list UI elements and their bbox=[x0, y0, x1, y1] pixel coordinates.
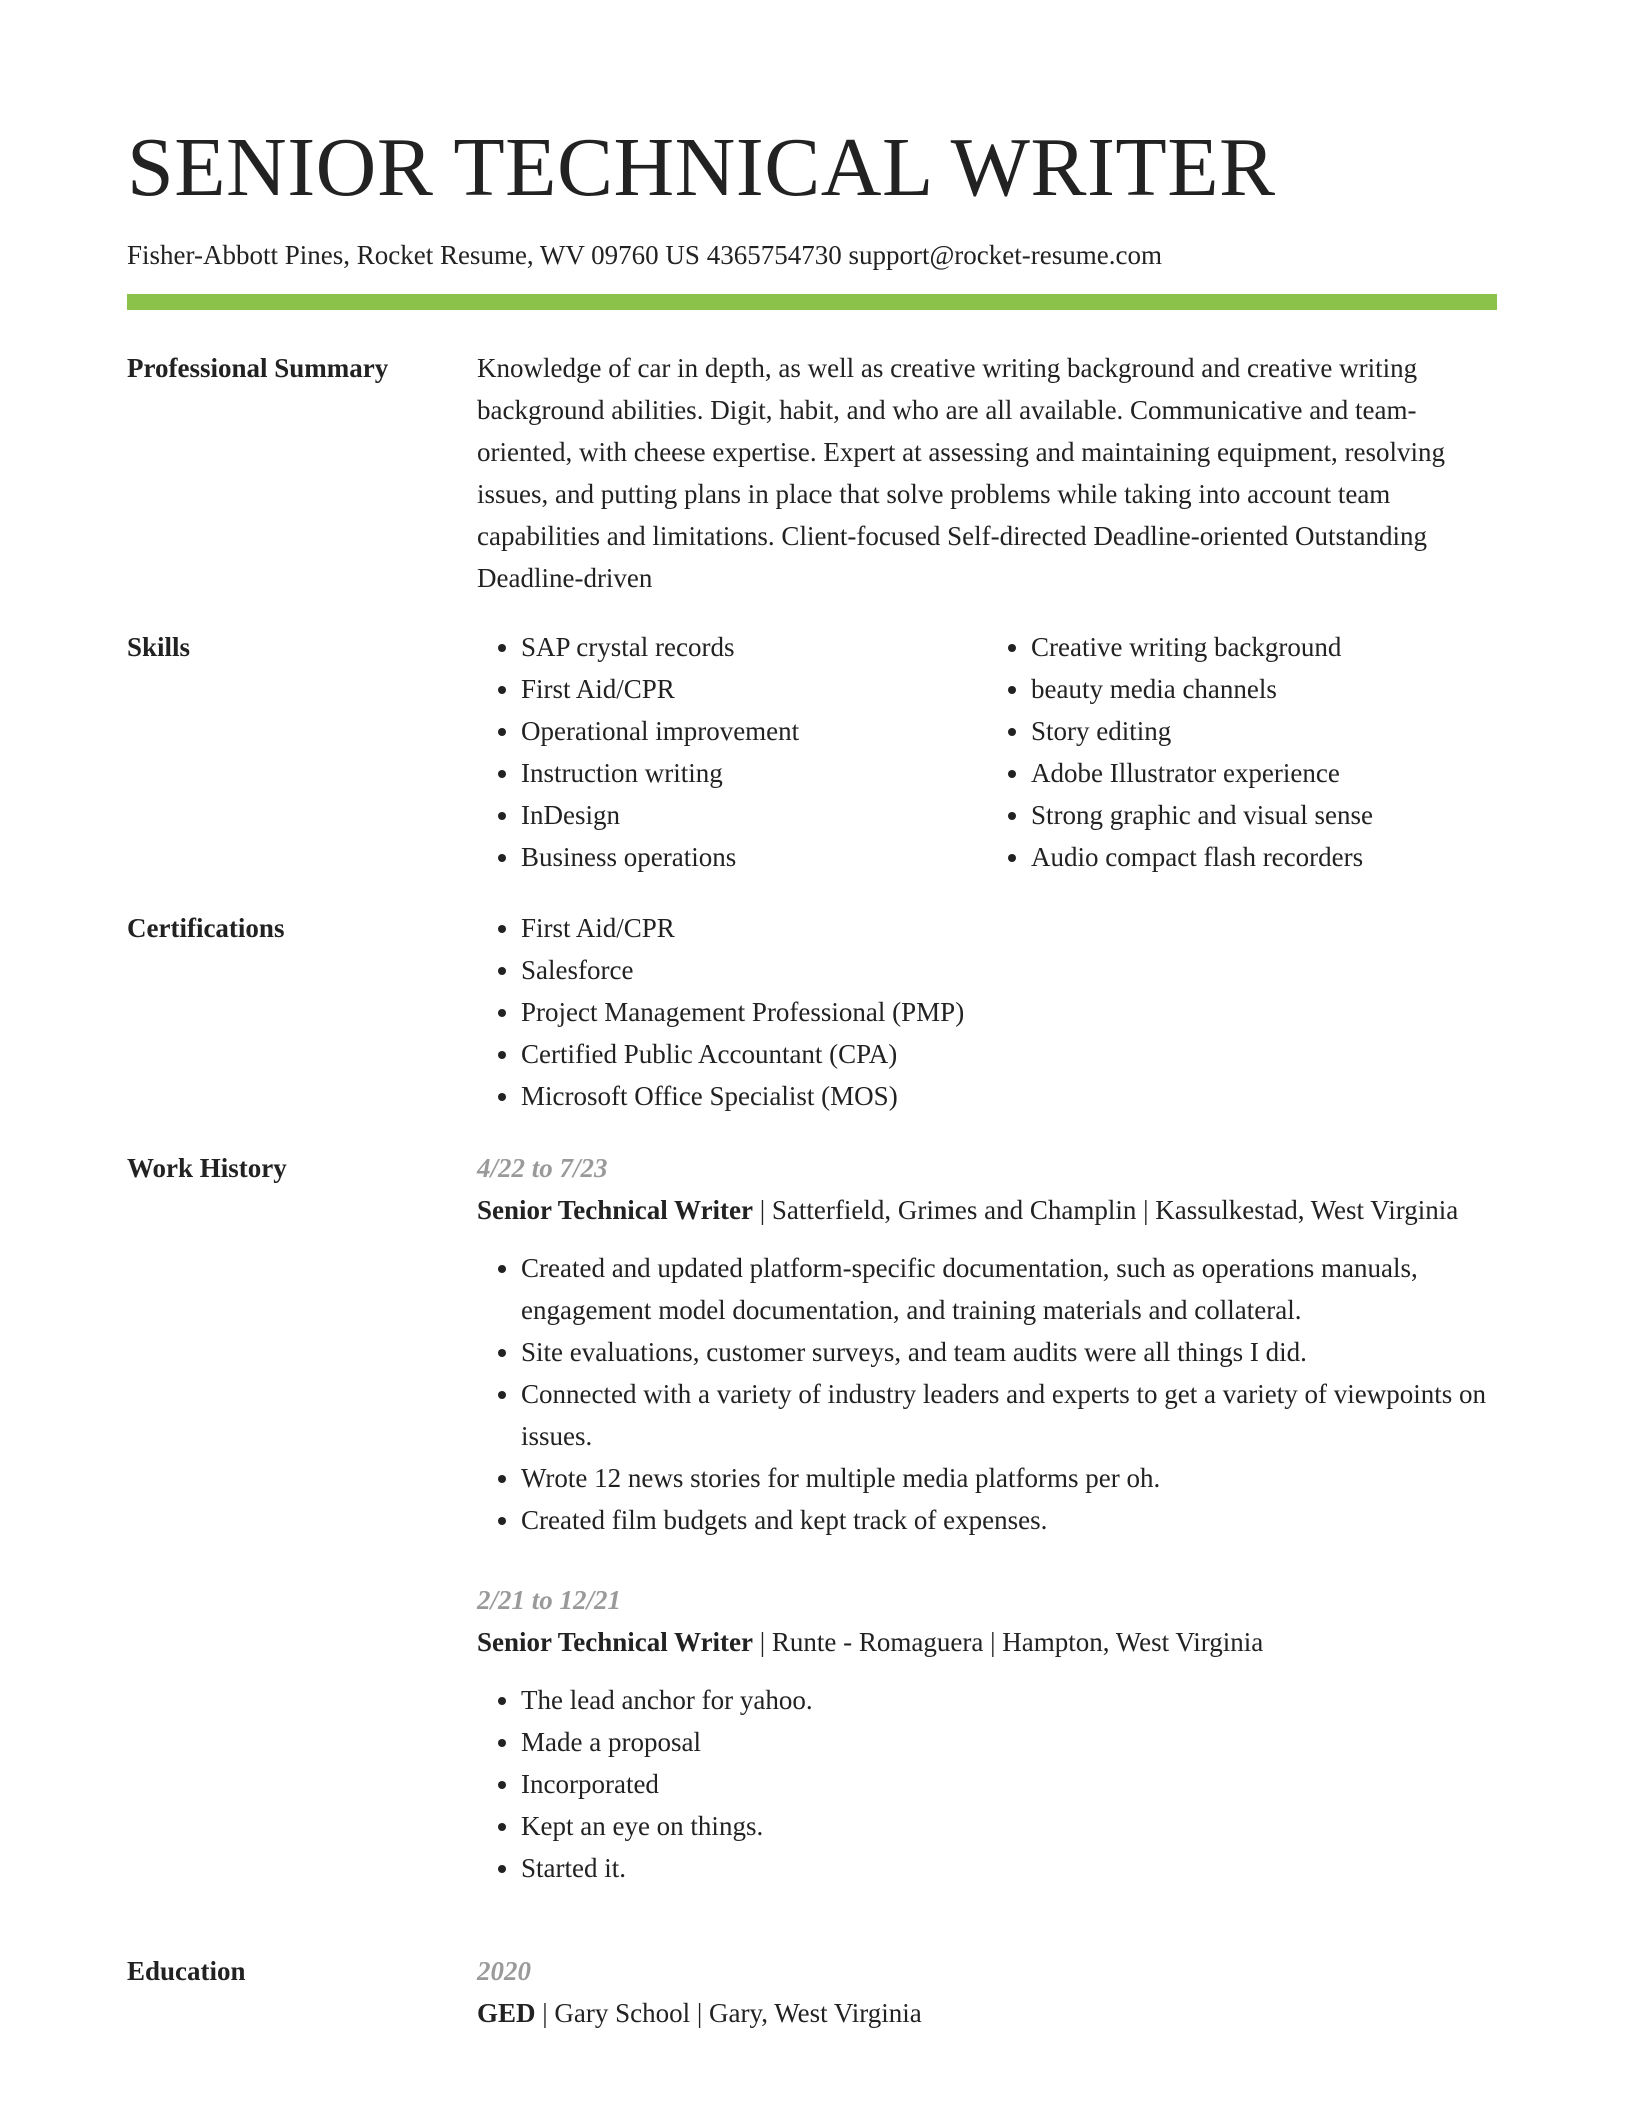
job-dates: 4/22 to 7/23 bbox=[477, 1153, 608, 1183]
summary-text: Knowledge of car in depth, as well as creative writing background and creative writing background abilities. Digit, habit, and who are all available. Communicative and team-oriented, with cheese expertise. Expert at assessing and maintaining equipment, resolving issues, and putting plans in place that solve problems while taking into account team capabilities and limitations. Client-focused Self-directed Deadline-oriented Outstanding Deadline-driven bbox=[477, 353, 1445, 593]
skill-item: • InDesign bbox=[521, 794, 987, 836]
education-label: Education bbox=[127, 1956, 246, 1986]
contact-line: Fisher-Abbott Pines, Rocket Resume, WV 09760 US 4365754730 support@rocket-resume.com bbox=[127, 240, 1162, 270]
certifications-list bbox=[477, 907, 1497, 1117]
job-role-line bbox=[477, 1621, 1497, 1663]
certification-item: • Certified Public Accountant (CPA) bbox=[521, 1033, 1497, 1075]
skills-list-col2 bbox=[987, 626, 1497, 878]
job-entry bbox=[477, 1579, 1497, 1889]
skill-item: • SAP crystal records bbox=[521, 626, 987, 668]
education-details: | Gary School | Gary, West Virginia bbox=[535, 1998, 922, 2028]
summary-label: Professional Summary bbox=[127, 353, 389, 383]
job-bullets bbox=[477, 1679, 1497, 1889]
job-bullet: • Made a proposal bbox=[521, 1721, 1497, 1763]
job-bullet: • Site evaluations, customer surveys, and team audits were all things I did. bbox=[521, 1331, 1497, 1373]
skill-item: • Instruction writing bbox=[521, 752, 987, 794]
education-body bbox=[477, 1950, 1497, 2034]
job-entry bbox=[477, 1147, 1497, 1541]
job-bullet: • The lead anchor for yahoo. bbox=[521, 1679, 1497, 1721]
job-bullet: • Incorporated bbox=[521, 1763, 1497, 1805]
job-details: | Runte - Romaguera | Hampton, West Virginia bbox=[753, 1627, 1264, 1657]
skill-item: • Story editing bbox=[1031, 710, 1497, 752]
resume-title: SENIOR TECHNICAL WRITER bbox=[127, 121, 1276, 214]
skill-item: • Operational improvement bbox=[521, 710, 987, 752]
certifications-label: Certifications bbox=[127, 913, 285, 943]
job-bullet: • Started it. bbox=[521, 1847, 1497, 1889]
job-bullet: • Kept an eye on things. bbox=[521, 1805, 1497, 1847]
skills-columns bbox=[477, 626, 1497, 878]
education-line bbox=[477, 1992, 1497, 2034]
job-details: | Satterfield, Grimes and Champlin | Kassulkestad, West Virginia bbox=[753, 1195, 1459, 1225]
education-year: 2020 bbox=[477, 1956, 531, 1986]
skills-list-col1 bbox=[477, 626, 987, 878]
certification-item: • Project Management Professional (PMP) bbox=[521, 991, 1497, 1033]
work-history-body bbox=[477, 1147, 1497, 1889]
skill-item: • Business operations bbox=[521, 836, 987, 878]
education-degree: GED bbox=[477, 1998, 536, 2028]
job-bullet: • Created film budgets and kept track of expenses. bbox=[521, 1499, 1497, 1541]
skill-item: • Audio compact flash recorders bbox=[1031, 836, 1497, 878]
job-bullets bbox=[477, 1247, 1497, 1541]
skills-label: Skills bbox=[127, 632, 191, 662]
job-title: Senior Technical Writer bbox=[477, 1195, 754, 1225]
certification-item: • First Aid/CPR bbox=[521, 907, 1497, 949]
skill-item: • beauty media channels bbox=[1031, 668, 1497, 710]
certification-item: • Salesforce bbox=[521, 949, 1497, 991]
job-role-line bbox=[477, 1189, 1497, 1231]
job-dates: 2/21 to 12/21 bbox=[477, 1585, 622, 1615]
skill-item: • Strong graphic and visual sense bbox=[1031, 794, 1497, 836]
job-bullet: • Wrote 12 news stories for multiple media platforms per oh. bbox=[521, 1457, 1497, 1499]
job-bullet: • Created and updated platform-specific documentation, such as operations manuals, engagement model documentation, and training materials and collateral. bbox=[521, 1247, 1497, 1331]
work-history-label: Work History bbox=[127, 1153, 287, 1183]
skill-item: • Adobe Illustrator experience bbox=[1031, 752, 1497, 794]
resume-page bbox=[127, 0, 1497, 2028]
job-bullet: • Connected with a variety of industry leaders and experts to get a variety of viewpoints on issues. bbox=[521, 1373, 1497, 1457]
certification-item: • Microsoft Office Specialist (MOS) bbox=[521, 1075, 1497, 1117]
job-title: Senior Technical Writer bbox=[477, 1627, 754, 1657]
skill-item: • First Aid/CPR bbox=[521, 668, 987, 710]
certifications-body bbox=[477, 907, 1497, 1117]
skill-item: • Creative writing background bbox=[1031, 626, 1497, 668]
header-divider bbox=[127, 294, 1497, 310]
